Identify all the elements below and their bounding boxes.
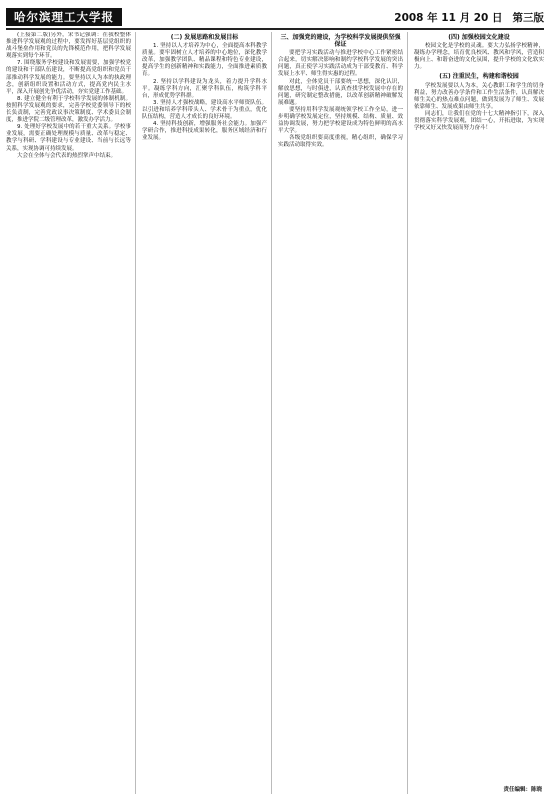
masthead-title: 哈尔滨理工大学报 [6,8,122,26]
paragraph: (上接第二版)另外，宋书记强调：在我校整体推进科学发展观的过程中，要发挥好基层党组织的战斗堡垒作用和党员的先锋模范作用，把科学发展观落实到每个环节。 [6,32,131,60]
text-column-1 [6,32,136,794]
paragraph: 4. 坚持科技创新，增强服务社会能力。加强产学研合作，推进科技成果转化，服务区域经济和行业发展。 [142,121,267,142]
paragraph: 校园文化是学校的灵魂。要大力弘扬学校精神，凝练办学理念，培育优良校风、教风和学风，营造积极向上、和谐奋进的文化氛围，提升学校的文化软实力。 [414,43,544,71]
paragraph: 学校发展要以人为本，关心教职工和学生的切身利益，努力改善办学条件和工作生活条件，认真解决师生关心的热点难点问题，做到发展为了师生、发展依靠师生、发展成果由师生共享。 [414,82,544,110]
newspaper-header [6,6,544,30]
paragraph: 同志们，让我们在党的十七大精神指引下，深入贯彻落实科学发展观，团结一心，开拓进取，为实现学校又好又快发展而努力奋斗！ [414,110,544,132]
paragraph: 3. 坚持人才强校战略，建设高水平师资队伍。以引进和培养学科带头人、学术骨干为重点，优化队伍结构，营造人才成长的良好环境。 [142,99,267,121]
text-column-3 [278,32,408,794]
paragraph: 大会在全体与会代表的热烈掌声中结束。 [17,152,117,159]
page-number: 第三版 [512,11,544,24]
paragraph: 对此，全体党员干部要统一思想，深化认识，解放思想，与时俱进，认真查找学校发展中存在的问题，研究制定整改措施，以改革创新精神破解发展难题。 [278,78,403,106]
paragraph: 要把学习实践活动与推进学校中心工作紧密结合起来，切实解决影响和制约学校科学发展的突出问题，真正使学习实践活动成为干部受教育、科学发展上水平、师生得实惠的过程。 [278,50,403,78]
section-heading: (五) 注重民生，构建和谐校园 [439,73,519,81]
paragraph: 1. 坚持以人才培养为中心，全面提高本科教学质量。要牢固树立人才培养的中心地位，深化教学改革，加强教学团队、精品课程和特色专业建设，提高学生的创新精神和实践能力，全面推进素质教育。 [142,43,267,78]
section-heading: (四) 加强校园文化建设 [448,34,510,41]
paragraph: 各级党组织要高度重视，精心组织，确保学习实践活动取得实效。 [278,135,403,149]
paragraph: 9. 处理好学校发展中的若干重大关系。学校事业发展，需要正确处理规模与质量、改革与稳定、教学与科研、学科建设与专业建设、当前与长远等关系，实现协调可持续发展。 [6,124,131,152]
section-heading: 三、加强党的建设，为学校科学发展提供坚强保证 [280,34,401,49]
text-column-2 [142,32,272,794]
issue-info [394,10,544,25]
paragraph: 7. 围绕服务学校建设和发展需要，加强学校党的建设和干部队伍建设，不断提高党组织和党员干部推动科学发展的能力。要坚持以人为本的执政理念，创新组织设置和活动方式，提高党内民主水平，深入开展创先争优活动，夯实党建工作基础。 [6,60,131,95]
issue-date: 2008 年 11 月 20 日 [394,11,503,24]
paragraph: 要坚持用科学发展观统领学校工作全局，进一步明确学校发展定位，坚持规模、结构、质量、效益协调发展，努力把学校建设成为特色鲜明的高水平大学。 [278,106,403,135]
article-body [6,32,544,794]
editor-credit: 责任编辑：陈晓 [503,786,542,793]
section-heading: (二) 发展思路和发展目标 [170,34,239,41]
text-column-4 [414,32,544,794]
paragraph: 2. 坚持以学科建设为龙头，着力提升学科水平。凝练学科方向，汇聚学科队伍，构筑学科平台，形成优势学科群。 [142,78,267,99]
paragraph: 8. 建立健全有利于学校科学发展的体制机制。按照科学发展观的要求，完善学校党委领导下的校长负责制，完善党政议事决策制度、学术委员会制度，推进学院二级管理改革，激发办学活力。 [6,95,131,124]
